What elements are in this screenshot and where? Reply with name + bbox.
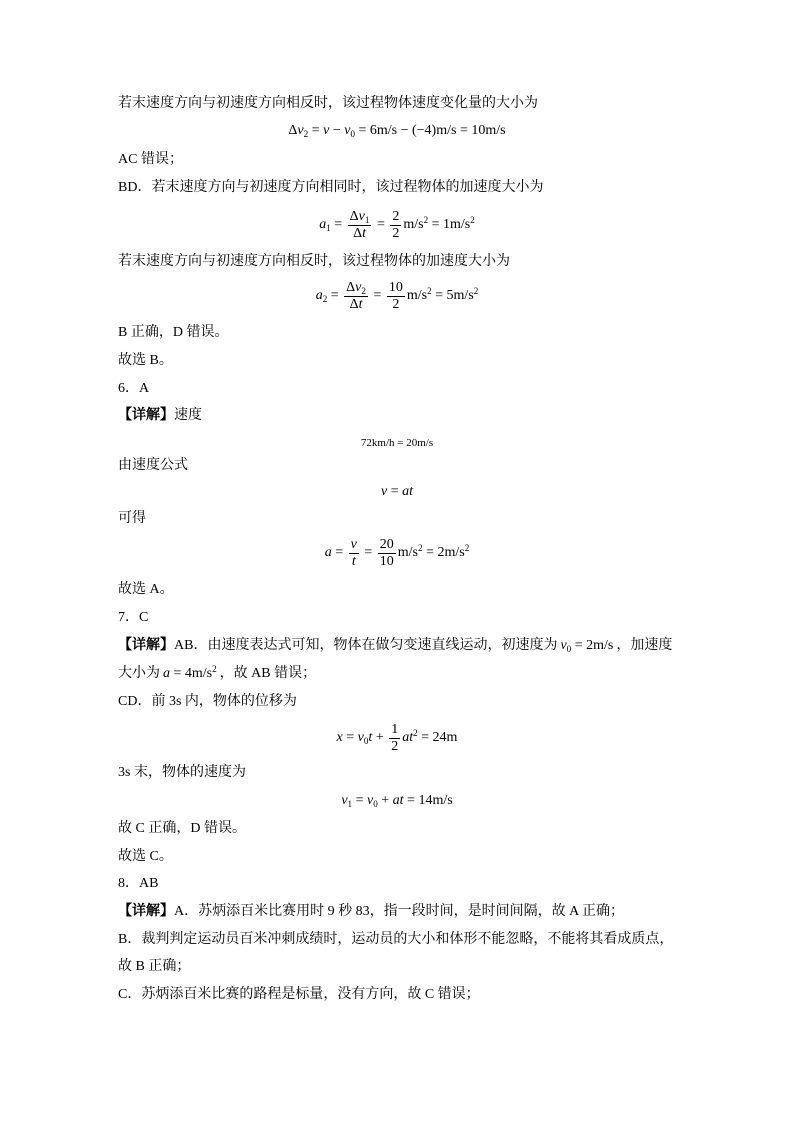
formula-operator: = bbox=[327, 288, 343, 303]
formula-unit bbox=[403, 216, 428, 234]
paragraph-q8-c: C．苏炳添百米比赛的路程是标量，没有方向，故 C 错误； bbox=[118, 987, 480, 1002]
formula-result bbox=[432, 287, 479, 305]
formula-operator: = bbox=[373, 217, 389, 232]
fraction-numerator: 1 bbox=[391, 721, 399, 737]
answer-line: 故选 A。 bbox=[118, 582, 174, 597]
formula-symbol: a bbox=[315, 288, 323, 303]
fraction bbox=[390, 209, 401, 242]
formula-acceleration-2 bbox=[0, 276, 794, 316]
formula-superscript: 2 bbox=[418, 542, 423, 553]
result-text: = 2m/s bbox=[422, 545, 465, 560]
formula-result: 72km/h = 20m/s bbox=[360, 437, 434, 449]
paragraph-bd-reverse-direction: 若末速度方向与初速度方向相反时，该过程物体的加速度大小为 bbox=[118, 254, 510, 269]
detail-label: 【详解】 bbox=[118, 904, 174, 919]
formula-symbol: v bbox=[341, 793, 348, 808]
formula-operator: = bbox=[352, 793, 367, 808]
formula-symbol: v bbox=[323, 123, 330, 138]
formula-operator: − bbox=[329, 123, 345, 138]
paragraph-ac-conclusion: AC 错误； bbox=[118, 152, 183, 167]
fraction-numerator: 20 bbox=[379, 536, 394, 552]
formula-symbol: t bbox=[368, 730, 373, 745]
formula-result: = 6m/s − (−4)m/s = 10m/s bbox=[354, 123, 506, 138]
formula-symbol: a bbox=[324, 545, 332, 560]
question-number: 6．A bbox=[118, 381, 150, 396]
paragraph-velocity-change-reverse: 若末速度方向与初速度方向相反时，该过程物体速度变化量的大小为 bbox=[118, 96, 538, 111]
formula-symbol: a bbox=[163, 666, 170, 681]
detail-label: 【详解】 bbox=[118, 638, 174, 653]
fraction-denominator: 2 bbox=[391, 738, 399, 754]
formula-unit bbox=[398, 544, 423, 562]
formula-subscript: 2 bbox=[303, 129, 309, 140]
delta-symbol: Δ bbox=[346, 279, 356, 295]
formula-value: = 4m/s bbox=[170, 666, 213, 681]
delta-symbol: Δ bbox=[349, 208, 359, 224]
formula-term bbox=[319, 216, 331, 234]
formula-operator: + bbox=[372, 730, 388, 745]
fraction bbox=[349, 537, 359, 570]
fraction-numerator: 10 bbox=[388, 279, 403, 295]
formula-symbol: at bbox=[402, 730, 414, 745]
formula-term bbox=[402, 729, 417, 747]
formula-term bbox=[316, 287, 328, 305]
fraction bbox=[378, 537, 396, 570]
paragraph-velocity-formula: 由速度公式 bbox=[118, 458, 188, 473]
result-text: = 1m/s bbox=[428, 217, 471, 232]
formula-operator: = bbox=[308, 123, 324, 138]
fraction bbox=[348, 209, 372, 242]
formula-subscript: 1 bbox=[364, 214, 370, 225]
question-number: 8．AB bbox=[118, 876, 159, 891]
formula-symbol: v bbox=[560, 638, 567, 653]
fraction-denominator: 2 bbox=[392, 296, 400, 312]
formula-result bbox=[423, 544, 470, 562]
formula-result bbox=[428, 216, 475, 234]
formula-symbol: t bbox=[358, 296, 363, 312]
fraction-numerator bbox=[344, 280, 368, 297]
fraction bbox=[344, 280, 368, 313]
formula-symbol: a bbox=[319, 217, 327, 232]
formula-term bbox=[341, 792, 352, 810]
formula-superscript: 2 bbox=[473, 285, 479, 296]
answer-line: 故选 C。 bbox=[118, 849, 173, 864]
delta-symbol: Δ bbox=[349, 296, 359, 312]
formula-velocity-time bbox=[0, 472, 794, 512]
fraction-denominator: 10 bbox=[379, 553, 394, 569]
formula-term bbox=[367, 792, 378, 810]
formula-superscript: 2 bbox=[464, 542, 470, 553]
formula-operator: = bbox=[360, 545, 376, 560]
formula-result: = 24m bbox=[417, 730, 458, 745]
paragraph-text: AB．由速度表达式可知，物体在做匀变速直线运动，初速度为 bbox=[174, 638, 558, 653]
formula-subscript: 0 bbox=[566, 644, 572, 655]
fraction bbox=[389, 722, 400, 755]
formula-unit bbox=[407, 287, 432, 305]
formula-operator: = bbox=[342, 730, 358, 745]
formula-acceleration-1 bbox=[0, 205, 794, 245]
formula-symbol: v bbox=[380, 484, 388, 499]
inline-formula-initial-velocity bbox=[560, 638, 613, 653]
fraction-denominator: t bbox=[351, 553, 356, 569]
formula-superscript: 2 bbox=[470, 214, 475, 225]
paragraph-derive: 可得 bbox=[118, 511, 146, 526]
formula-subscript: 1 bbox=[326, 223, 331, 234]
formula-symbol: v bbox=[366, 793, 374, 808]
paragraph-text: ，故 AB 错误； bbox=[219, 666, 317, 681]
fraction-numerator: v bbox=[350, 536, 357, 552]
formula-symbol: at bbox=[402, 484, 413, 499]
formula-subscript: 0 bbox=[363, 736, 369, 747]
detail-label: 【详解】 bbox=[118, 408, 174, 423]
paragraph-q8-b: B．裁判判定运动员百米冲刺成绩时，运动员的大小和体形不能忽略，不能将其看成质点， bbox=[118, 932, 674, 947]
paragraph-text: ，加速度 bbox=[616, 638, 673, 653]
formula-operator: = bbox=[387, 484, 403, 499]
formula-superscript: 2 bbox=[427, 285, 432, 296]
formula-symbol: v bbox=[357, 730, 364, 745]
formula-symbol: at bbox=[392, 793, 404, 808]
formula-term bbox=[358, 729, 373, 747]
fraction-numerator: 2 bbox=[392, 208, 400, 224]
unit-text: m/s bbox=[406, 288, 428, 303]
formula-symbol: v bbox=[297, 123, 304, 138]
paragraph-text: 速度 bbox=[174, 408, 202, 423]
paragraph-bd-same-direction: BD．若末速度方向与初速度方向相同时，该过程物体的加速度大小为 bbox=[118, 180, 544, 195]
fraction-denominator bbox=[348, 297, 365, 313]
formula-velocity-change bbox=[0, 111, 794, 151]
paragraph-q7-ab-cont bbox=[118, 662, 316, 686]
formula-subscript: 0 bbox=[350, 129, 355, 140]
paragraph-q8-a bbox=[118, 900, 624, 924]
paragraph-text: A．苏炳添百米比赛用时 9 秒 83，指一段时间，是时间间隔，故 A 正确； bbox=[174, 904, 624, 919]
fraction-denominator: 2 bbox=[392, 225, 400, 241]
formula-symbol: v bbox=[344, 123, 351, 138]
paragraph-q7-velocity: 3s 末，物体的速度为 bbox=[118, 765, 246, 780]
formula-acceleration-q6 bbox=[0, 533, 794, 573]
paragraph-text: 大小为 bbox=[118, 666, 160, 681]
delta-symbol: Δ bbox=[353, 225, 363, 241]
paragraph-q7-cd: CD．前 3s 内，物体的位移为 bbox=[118, 694, 297, 709]
formula-symbol: x bbox=[336, 730, 343, 745]
formula-subscript: 2 bbox=[322, 294, 328, 305]
formula-displacement bbox=[0, 718, 794, 758]
answer-line: 故选 B。 bbox=[118, 353, 173, 368]
unit-text: m/s bbox=[397, 545, 419, 560]
formula-final-velocity bbox=[0, 781, 794, 821]
formula-operator: = bbox=[330, 217, 346, 232]
delta-symbol: Δ bbox=[288, 123, 298, 138]
paragraph-cd-conclusion: 故 C 正确，D 错误。 bbox=[118, 821, 246, 836]
paragraph-q7-ab bbox=[118, 634, 672, 658]
formula-result: = 14m/s bbox=[403, 793, 453, 808]
question-number: 7．C bbox=[118, 610, 149, 625]
formula-operator: = bbox=[369, 288, 385, 303]
formula-superscript: 2 bbox=[212, 663, 217, 674]
formula-operator: = bbox=[331, 545, 347, 560]
formula-subscript: 1 bbox=[347, 799, 353, 810]
formula-operator: + bbox=[377, 793, 393, 808]
result-text: = 5m/s bbox=[431, 288, 474, 303]
formula-symbol: v bbox=[358, 208, 365, 224]
unit-text: m/s bbox=[403, 217, 424, 232]
inline-formula-acceleration bbox=[163, 663, 217, 681]
formula-term bbox=[288, 122, 308, 140]
paragraph-bd-conclusion: B 正确，D 错误。 bbox=[118, 325, 229, 340]
formula-value: = 2m/s bbox=[571, 638, 614, 653]
paragraph-q8-b-cont: 故 B 正确； bbox=[118, 959, 191, 974]
formula-superscript: 2 bbox=[413, 727, 418, 738]
formula-symbol: t bbox=[362, 225, 366, 241]
fraction bbox=[387, 280, 405, 313]
formula-subscript: 2 bbox=[361, 285, 366, 296]
fraction-numerator bbox=[348, 209, 372, 226]
formula-superscript: 2 bbox=[423, 214, 429, 225]
formula-subscript: 0 bbox=[373, 799, 378, 810]
fraction-denominator bbox=[351, 226, 368, 242]
formula-term bbox=[344, 122, 355, 140]
formula-symbol: v bbox=[355, 279, 362, 295]
